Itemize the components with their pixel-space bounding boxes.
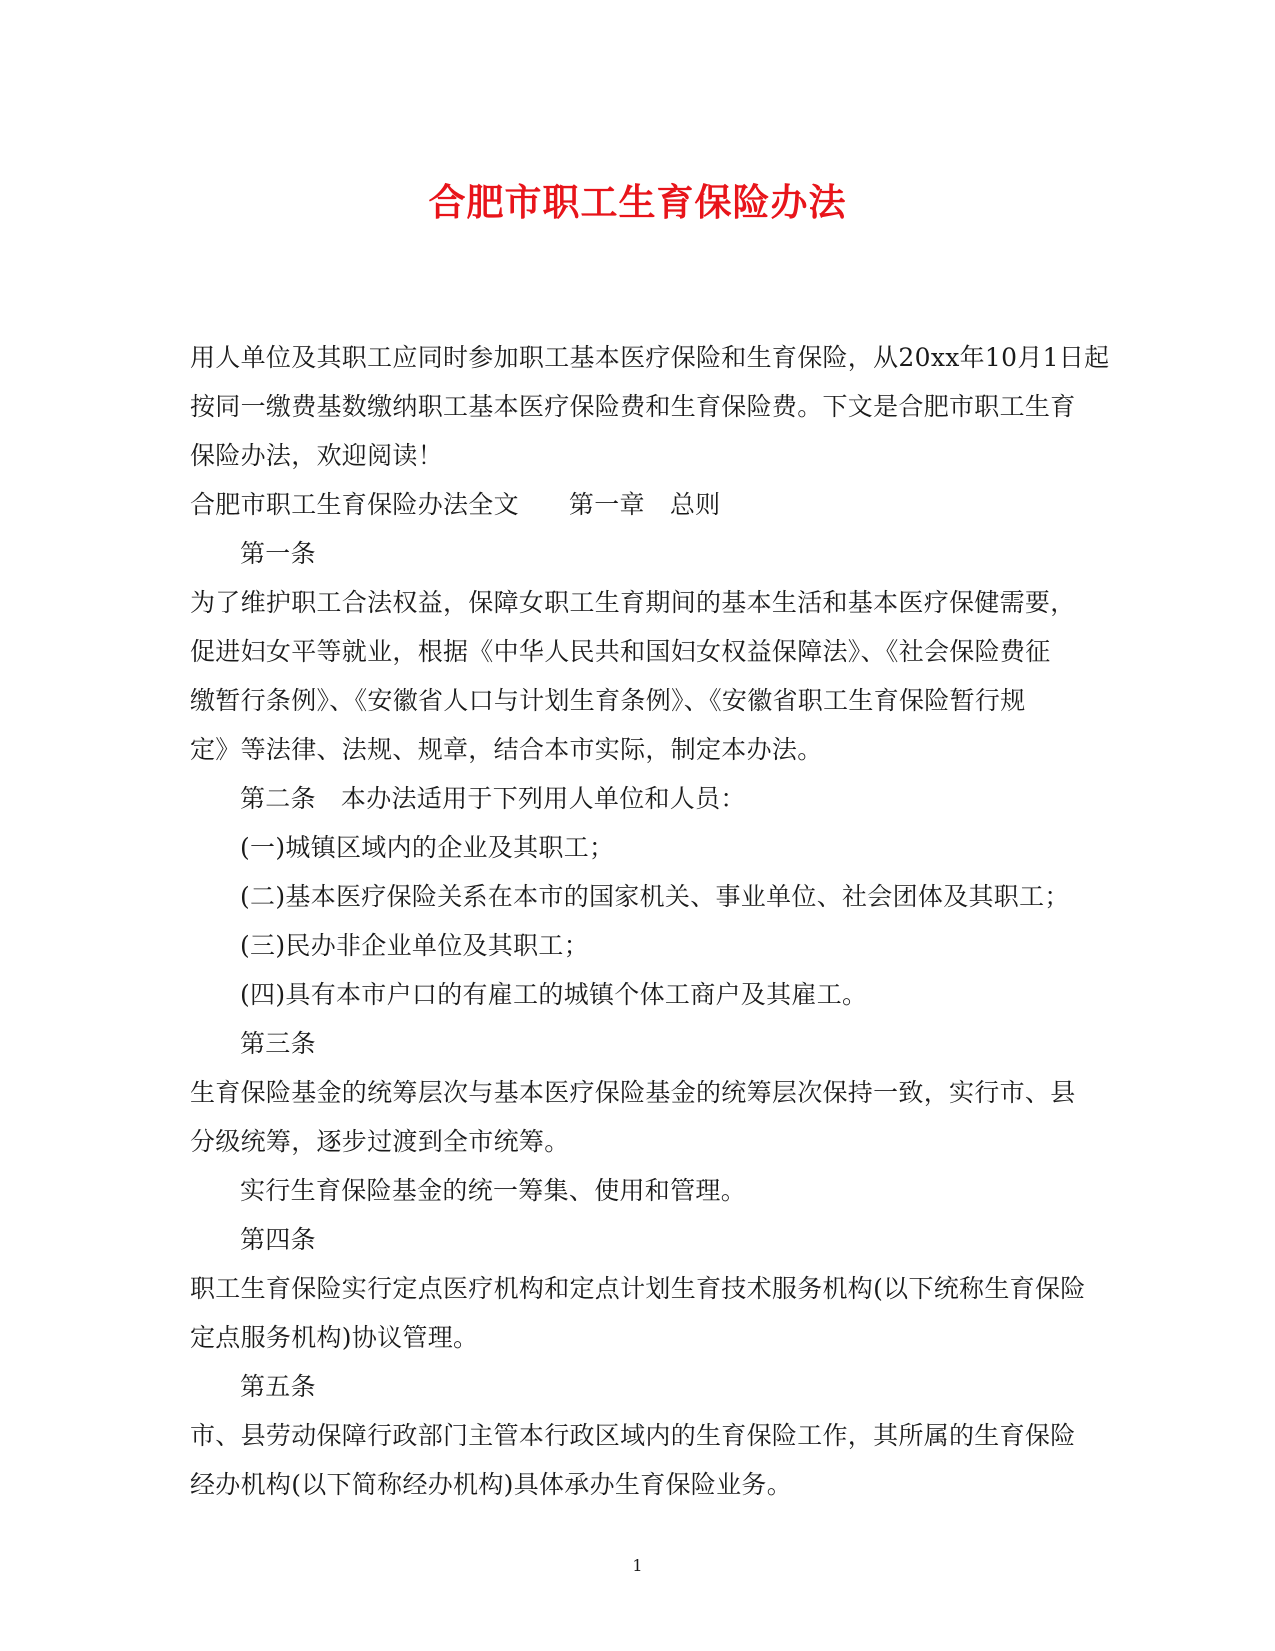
article-1-heading: 第一条 — [240, 539, 316, 568]
document-title: 合肥市职工生育保险办法 — [428, 180, 847, 224]
article-2-heading: 第二条 — [240, 784, 316, 813]
article-2-text: 本办法适用于下列用人单位和人员： — [340, 784, 746, 813]
chapter-label: 第一章 — [568, 490, 645, 519]
article-2-item-2: (二)基本医疗保险关系在本市的国家机关、事业单位、社会团体及其职工； — [240, 882, 1070, 911]
article-1-line-3: 缴暂行条例》、《安徽省人口与计划生育条例》、《安徽省职工生育保险暂行规 — [190, 686, 1026, 715]
article-4-line-2: 定点服务机构)协议管理。 — [190, 1323, 479, 1352]
article-5-line-2: 经办机构(以下简称经办机构)具体承办生育保险业务。 — [190, 1470, 793, 1499]
article-3-line-2: 分级统筹，逐步过渡到全市统筹。 — [190, 1127, 570, 1156]
article-5-heading: 第五条 — [240, 1372, 316, 1401]
article-2-line — [190, 774, 1076, 823]
intro-line-3: 保险办法，欢迎阅读！ — [190, 441, 444, 470]
full-text-heading: 合肥市职工生育保险办法全文 — [190, 490, 519, 519]
document-body — [190, 333, 1110, 1509]
article-1-line-1: 为了维护职工合法权益，保障女职工生育期间的基本生活和基本医疗保健需要， — [190, 588, 1076, 617]
article-1-line-4: 定》等法律、法规、规章，结合本市实际，制定本办法。 — [190, 735, 823, 764]
intro-line-1: 用人单位及其职工应同时参加职工基本医疗保险和生育保险，从20xx年10月1日起 — [190, 343, 1110, 372]
chapter-heading-line — [190, 480, 1076, 529]
article-2-item-3: (三)民办非企业单位及其职工； — [240, 931, 590, 960]
article-2-item-4: (四)具有本市户口的有雇工的城镇个体工商户及其雇工。 — [240, 980, 868, 1009]
article-4-line-1: 职工生育保险实行定点医疗机构和定点计划生育技术服务机构(以下统称生育保险 — [190, 1274, 1086, 1303]
chapter-title: 总则 — [669, 490, 721, 519]
page-number: 1 — [632, 1556, 643, 1575]
article-3-line-1: 生育保险基金的统筹层次与基本医疗保险基金的统筹层次保持一致，实行市、县 — [190, 1078, 1076, 1107]
article-4-heading: 第四条 — [240, 1225, 316, 1254]
article-2-item-1: (一)城镇区域内的企业及其职工； — [240, 833, 615, 862]
article-3-line-3: 实行生育保险基金的统一筹集、使用和管理。 — [240, 1176, 747, 1205]
article-5-line-1: 市、县劳动保障行政部门主管本行政区域内的生育保险工作，其所属的生育保险 — [190, 1421, 1076, 1450]
article-3-heading: 第三条 — [240, 1029, 316, 1058]
article-1-line-2: 促进妇女平等就业，根据《中华人民共和国妇女权益保障法》、《社会保险费征 — [190, 637, 1051, 666]
intro-line-2: 按同一缴费基数缴纳职工基本医疗保险费和生育保险费。下文是合肥市职工生育 — [190, 392, 1076, 421]
